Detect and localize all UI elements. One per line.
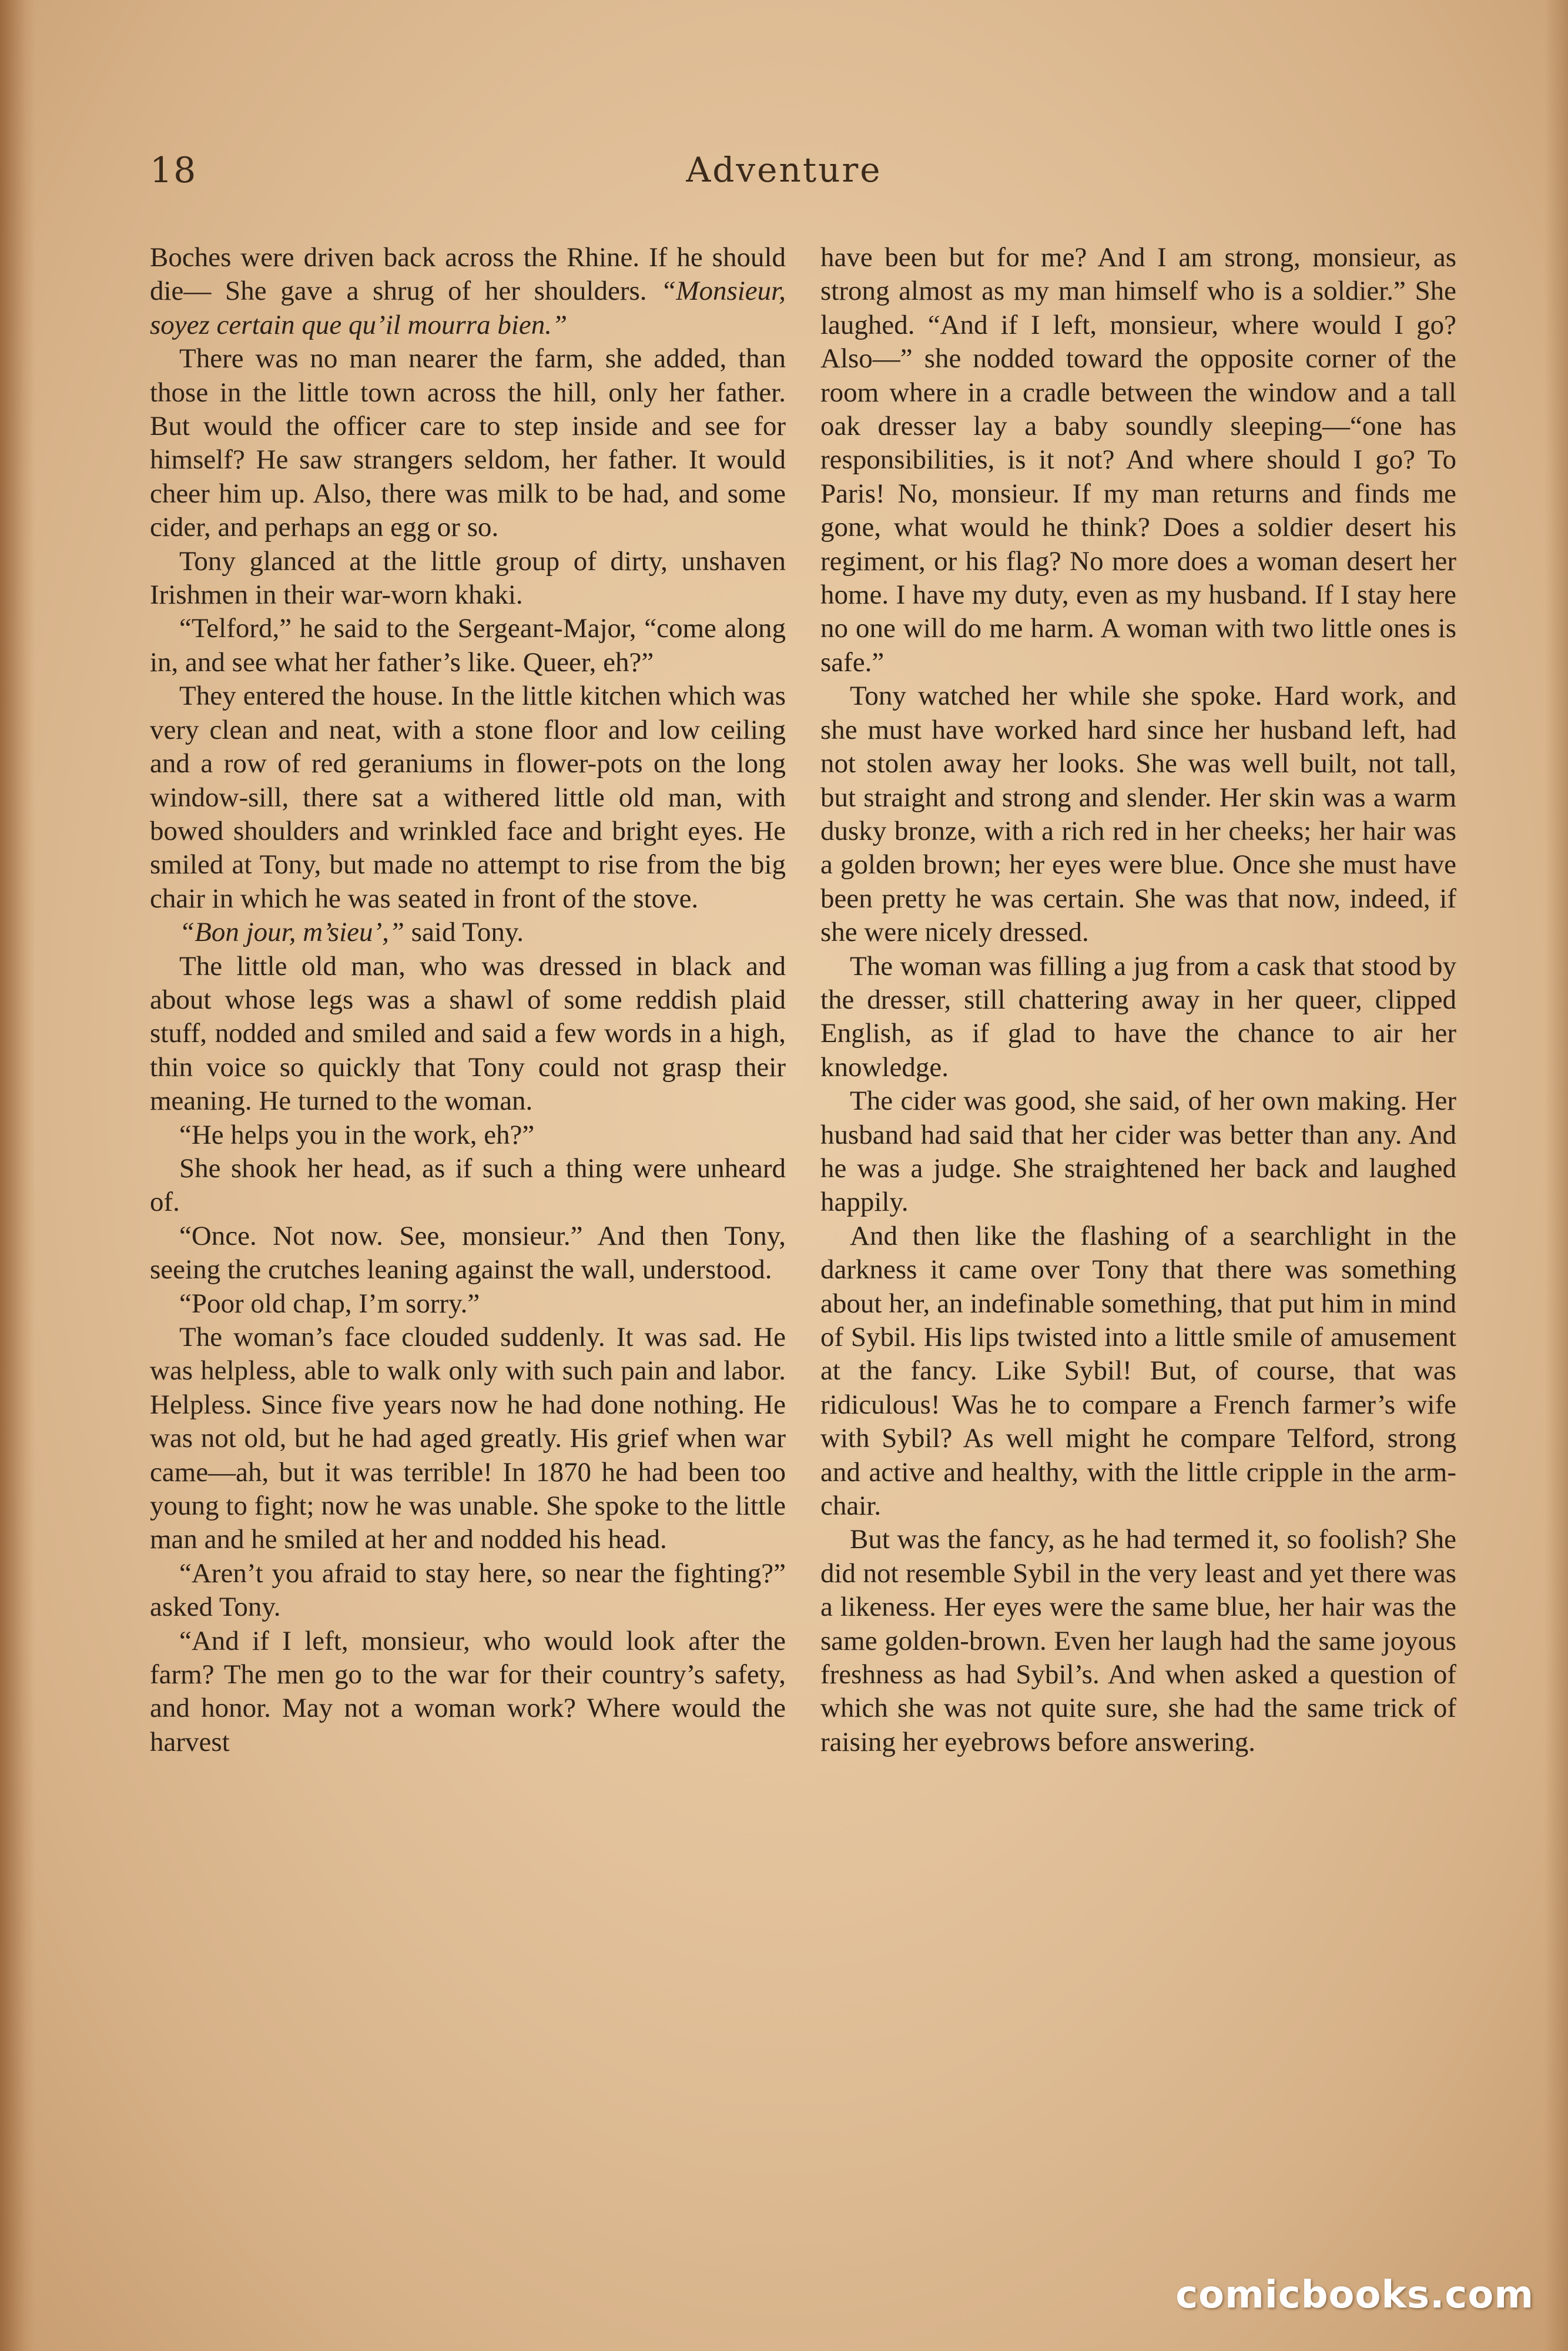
paragraph: The cider was good, she said, of her own making. Her husband had said that her cider was better than any. And he was a judge. She straightened her back and laughed happily. [820,1086,1456,1218]
page-number: 18 [150,150,197,191]
left-column [150,241,786,2175]
paragraph: The little old man, who was dressed in black and about whose legs was a shawl of some reddish plaid stuff, nodded and smiled and said a few words in a high, thin voice so quickly that Tony could not grasp their meaning. He turned to the woman. [150,950,786,1117]
paragraph: “Telford,” he said to the Sergeant-Major, “come along in, and see what her father’s like. Queer, eh?” [150,613,786,678]
paragraph: “Bon jour, m’sieu’,” said Tony. [179,917,524,948]
right-column [820,241,1456,2175]
paragraph: But was the fancy, as he had termed it, so foolish? She did not resemble Sybil in the very least and yet there was a likeness. Her eyes were the same blue, her hair was the same golden-brown. Even her laugh had the same joyous freshness as had Sybil’s. And when asked a question of which she was not quite sure, she had the same trick of raising her eyebrows before answering. [820,1524,1456,1757]
running-title: Adventure [686,150,882,190]
paragraph: Tony watched her while she spoke. Hard work, and she must have worked hard since her husband left, had not stolen away her looks. She was well built, not tall, but straight and strong and slender. Her skin was a warm dusky bronze, with a rich red in her cheeks; her hair was a golden brown; her eyes were blue. Once she must have been pretty he was certain. She was that now, indeed, if she were nicely dressed. [820,681,1456,948]
paragraph: have been but for me? And I am strong, monsieur, as strong almost as my man himself who is a soldier.” She laughed. “And if I left, monsieur, where would I go? Also—” she nodded toward the opposite corner of the room where in a cradle between the window and a tall oak dresser lay a baby soundly sleeping—“one has responsibilities, is it not? And where should I go? To Paris! No, monsieur. If my man returns and finds me gone, what would he think? Does a soldier desert his regiment, or his flag? No more does a woman desert her home. I have my duty, even as my husband. If I stay here no one will do me harm. A woman with two little ones is safe.” [820,242,1456,678]
paragraph: And then like the flashing of a searchlight in the darkness it came over Tony that there was something about her, an indefinable something, that put him in mind of Sybil. His lips twisted into a little smile of amusement at the fancy. Like Sybil! But, of course, that was ridiculous! Was he to compare a French farmer’s wife with Sybil? As well might he compare Telford, strong and active and healthy, with the little cripple in the arm-chair. [820,1220,1456,1522]
paragraph: They entered the house. In the little kitchen which was very clean and neat, with a stone floor and low ceiling and a row of red geraniums in flower-pots on the long window-sill, there sat a withered little old man, with bowed shoulders and wrinkled face and bright eyes. He smiled at Tony, but made no attempt to rise from the big chair in which he was seated in front of the stove. [150,681,786,914]
paragraph: The woman was filling a jug from a cask that stood by the dresser, still chattering away in her queer, clipped English, as if glad to have the chance to air her knowledge. [820,950,1456,1083]
paragraph: “Aren’t you afraid to stay here, so near the fighting?” asked Tony. [150,1558,786,1623]
paragraph: The woman’s face clouded suddenly. It was sad. He was helpless, able to walk only with such pain and labor. Helpless. Since five years now he had done nothing. He was not old, but he had aged greatly. His grief when war came—ah, but it was terrible! In 1870 he had been too young to fight; now he was unable. She spoke to the little man and he smiled at her and nodded his head. [150,1322,786,1555]
paragraph: “Once. Not now. See, monsieur.” And then Tony, seeing the crutches leaning against the wall, understood. [150,1220,786,1285]
paragraph: Boches were driven back across the Rhine. If he should die— She gave a shrug of her shoulders. “Monsieur, soyez certain que qu’il mourra bien.” [150,242,786,340]
paragraph: “And if I left, monsieur, who would look after the farm? The men go to the war for their country’s safety, and honor. May not a woman work? Where would the harvest [150,1625,786,1757]
watermark: comicbooks.com [1175,2273,1534,2317]
paragraph: She shook her head, as if such a thing were unheard of. [150,1153,786,1218]
running-head [0,150,1568,215]
paragraph: “Poor old chap, I’m sorry.” [179,1288,480,1319]
paragraph: Tony glanced at the little group of dirty, unshaven Irishmen in their war-worn khaki. [150,545,786,611]
paragraph: There was no man nearer the farm, she added, than those in the little town across the hill, only her father. But would the officer care to step inside and see for himself? He saw strangers seldom, her father. It would cheer him up. Also, there was milk to be had, and some cider, and perhaps an egg or so. [150,343,786,543]
paragraph: “He helps you in the work, eh?” [179,1119,535,1150]
